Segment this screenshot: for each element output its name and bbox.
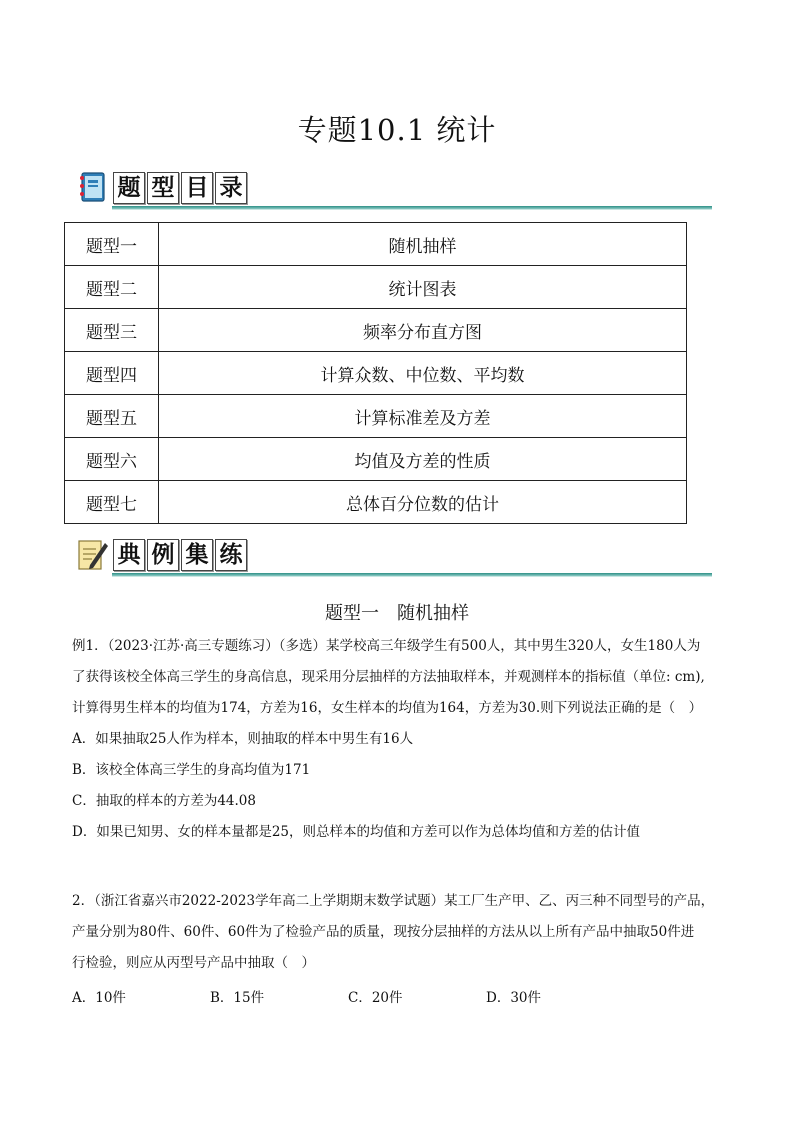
- toc-type: 题型六: [65, 438, 159, 481]
- section-title: [113, 172, 247, 204]
- section-title-char: 录: [215, 172, 247, 204]
- question-line: 行检验，则应从丙型号产品中抽取（ ）: [72, 955, 315, 971]
- question-1: [72, 631, 742, 848]
- option-b: B．该校全体高三学生的身高均值为171: [72, 762, 311, 778]
- option-a: A．10件: [72, 990, 126, 1006]
- page-title: 专题10.1 统计: [297, 113, 497, 147]
- question-line: 了获得该校全体高三学生的身高信息，现采用分层抽样的方法抽取样本，并观测样本的指标值（单位: cm),: [72, 669, 705, 685]
- pencil-note-icon: [76, 537, 108, 571]
- section-divider: [112, 206, 712, 210]
- toc-topic: 计算众数、中位数、平均数: [159, 352, 687, 395]
- question-2: [72, 886, 742, 979]
- table-row: [65, 481, 687, 524]
- section-divider: [112, 573, 712, 577]
- table-row: [65, 223, 687, 266]
- toc-topic: 均值及方差的性质: [159, 438, 687, 481]
- section-title-char: 型: [147, 172, 179, 204]
- table-row: [65, 395, 687, 438]
- subheading-type: 题型一: [325, 603, 379, 624]
- topic-subheading: [0, 599, 794, 625]
- question-line: 计算得男生样本的均值为174，方差为16，女生样本的均值为164，方差为30.则下列说法正确的是（ ）: [72, 700, 703, 716]
- section-title-char: 练: [215, 539, 247, 571]
- section-title-char: 题: [113, 172, 145, 204]
- section-title-char: 集: [181, 539, 213, 571]
- notebook-icon: [76, 170, 108, 204]
- toc-type: 题型四: [65, 352, 159, 395]
- section-title-char: 目: [181, 172, 213, 204]
- option-a: A．如果抽取25人作为样本，则抽取的样本中男生有16人: [72, 731, 414, 747]
- question-line: 2．（浙江省嘉兴市2022-2023学年高二上学期期末数学试题）某工厂生产甲、乙、丙三种不同型号的产品，: [72, 893, 715, 909]
- section-title: [113, 539, 247, 571]
- question-2-options: [72, 983, 672, 1013]
- section-title-char: 例: [147, 539, 179, 571]
- toc-topic: 频率分布直方图: [159, 309, 687, 352]
- table-row: [65, 266, 687, 309]
- question-line: 产量分别为80件、60件、60件为了检验产品的质量，现按分层抽样的方法从以上所有产品中抽取50件进: [72, 924, 695, 940]
- toc-type: 题型一: [65, 223, 159, 266]
- section-title-char: 典: [113, 539, 145, 571]
- option-d: D．如果已知男、女的样本量都是25，则总样本的均值和方差可以作为总体均值和方差的估计值: [72, 824, 641, 840]
- option-b: B．15件: [210, 990, 265, 1006]
- toc-type: 题型二: [65, 266, 159, 309]
- table-row: [65, 352, 687, 395]
- toc-topic: 总体百分位数的估计: [159, 481, 687, 524]
- table-row: [65, 309, 687, 352]
- toc-type: 题型三: [65, 309, 159, 352]
- toc-type: 题型七: [65, 481, 159, 524]
- toc-topic: 随机抽样: [159, 223, 687, 266]
- toc-topic: 计算标准差及方差: [159, 395, 687, 438]
- option-d: D．30件: [486, 990, 542, 1006]
- table-row: [65, 438, 687, 481]
- toc-type: 题型五: [65, 395, 159, 438]
- toc-topic: 统计图表: [159, 266, 687, 309]
- question-line: 例1．（2023·江苏·高三专题练习）（多选）某学校高三年级学生有500人，其中男生320人，女生180人为: [72, 638, 701, 654]
- option-c: C．20件: [348, 990, 403, 1006]
- toc-table: [64, 222, 687, 524]
- subheading-topic: 随机抽样: [397, 603, 469, 624]
- option-c: C．抽取的样本的方差为44.08: [72, 793, 256, 809]
